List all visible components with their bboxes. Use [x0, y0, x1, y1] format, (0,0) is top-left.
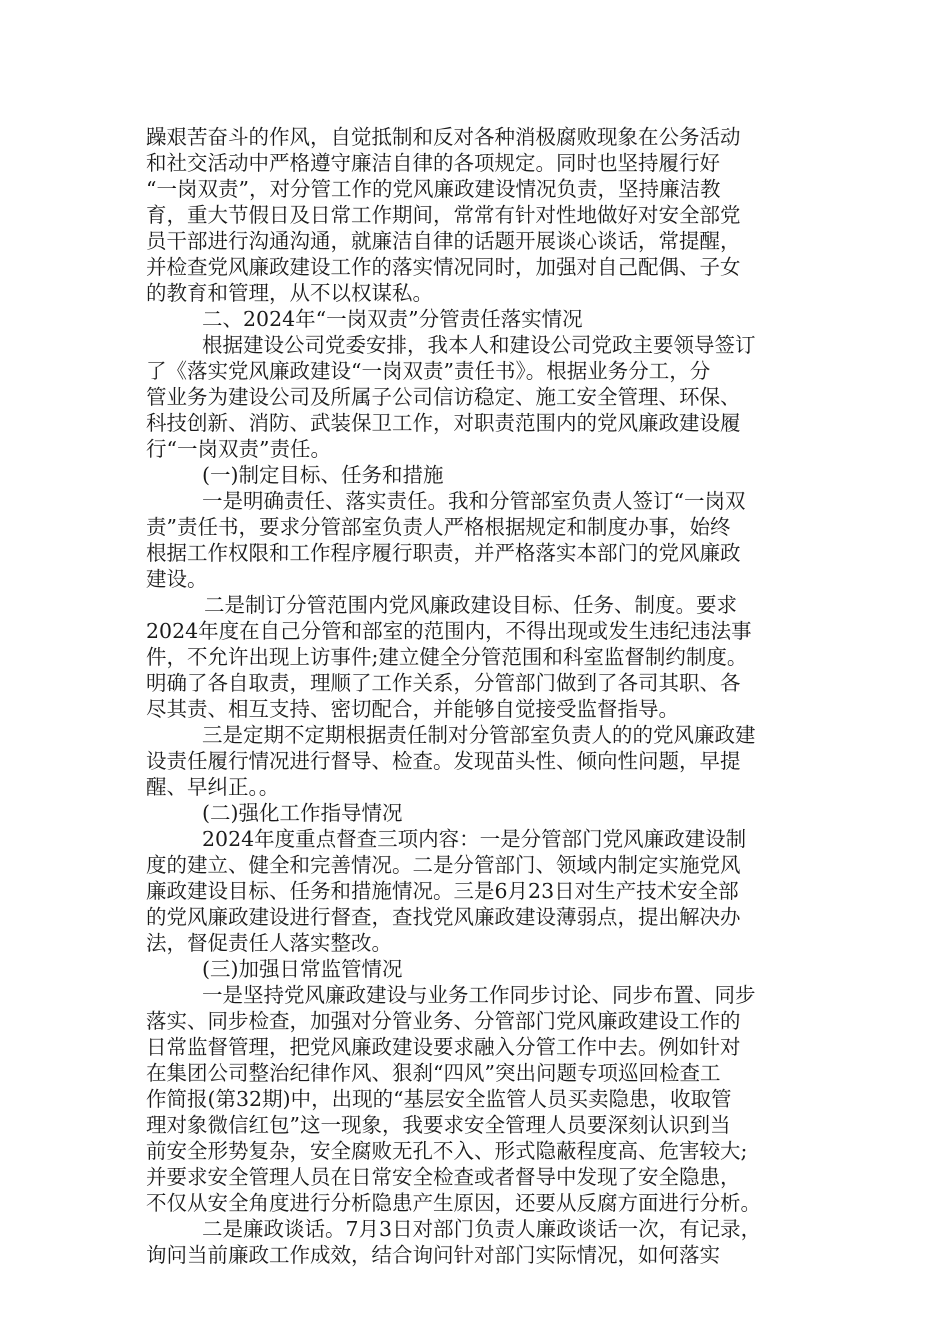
text-line: 二是廉政谈话。7月3日对部门负责人廉政谈话一次，有记录， [202, 1217, 762, 1241]
text-line: 一是明确责任、落实责任。我和分管部室负责人签订“一岗双 [202, 489, 746, 513]
text-line: 法，督促责任人落实整改。 [146, 931, 392, 955]
text-line: 一是坚持党风廉政建设与业务工作同步讨论、同步布置、同步 [202, 983, 756, 1007]
text-line: 不仅从安全角度进行分析隐患产生原因，还要从反腐方面进行分析。 [146, 1191, 761, 1215]
text-line: 根据工作权限和工作程序履行职责，并严格落实本部门的党风廉政 [146, 541, 741, 565]
text-line: 二是制订分管范围内党风廉政建设目标、任务、制度。要求 [204, 593, 737, 617]
text-line: 的教育和管理，从不以权谋私。 [146, 281, 433, 305]
text-line: “一岗双责”，对分管工作的党风廉政建设情况负责，坚持廉洁教 [146, 177, 721, 201]
text-line: 度的建立、健全和完善情况。二是分管部门、领域内制定实施党风 [146, 853, 741, 877]
text-line: 并要求安全管理人员在日常安全检查或者督导中发现了安全隐患， [146, 1165, 741, 1189]
text-line: 2024年度在自己分管和部室的范围内，不得出现或发生违纪违法事 [146, 619, 752, 643]
text-line: 管业务为建设公司及所属子公司信访稳定、施工安全管理、环保、 [146, 385, 741, 409]
text-line: 理对象微信红包”这一现象，我要求安全管理人员要深刻认识到当 [146, 1113, 731, 1137]
text-line: 在集团公司整治纪律作风、狠刹“四风”突出问题专项巡回检查工 [146, 1061, 721, 1085]
text-line: 根据建设公司党委安排，我本人和建设公司党政主要领导签订 [202, 333, 756, 357]
text-line: 建设。 [146, 567, 208, 591]
text-line: 行“一岗双责”责任。 [146, 437, 331, 461]
text-line: 和社交活动中严格遵守廉洁自律的各项规定。同时也坚持履行好 [146, 151, 720, 175]
text-line: 躁艰苦奋斗的作风，自觉抵制和反对各种消极腐败现象在公务活动 [146, 125, 741, 149]
text-line: 廉政建设目标、任务和措施情况。三是6月23日对生产技术安全部 [146, 879, 739, 903]
section-heading: 二、2024年“一岗双责”分管责任落实情况 [202, 307, 583, 331]
text-line: 了《落实党风廉政建设“一岗双责”责任书》。根据业务分工，分 [146, 359, 711, 383]
text-line: 尽其责、相互支持、密切配合，并能够自觉接受监督指导。 [146, 697, 679, 721]
text-line: 科技创新、消防、武装保卫工作，对职责范围内的党风廉政建设履 [146, 411, 741, 435]
text-line: 员干部进行沟通沟通，就廉洁自律的话题开展谈心谈话，常提醒， [146, 229, 741, 253]
text-line: 落实、同步检查，加强对分管业务、分管部门党风廉政建设工作的 [146, 1009, 741, 1033]
text-line: 作简报(第32期)中，出现的“基层安全监管人员买卖隐患，收取管 [146, 1087, 732, 1111]
text-line: 并检查党风廉政建设工作的落实情况同时，加强对自己配偶、子女 [146, 255, 741, 279]
subsection-heading: (二)强化工作指导情况 [202, 801, 403, 825]
text-line: 的党风廉政建设进行督查，查找党风廉政建设薄弱点，提出解决办 [146, 905, 741, 929]
text-line: 责”责任书，要求分管部室负责人严格根据规定和制度办事，始终 [146, 515, 731, 539]
text-line: 明确了各自取责，理顺了工作关系，分管部门做到了各司其职、各 [146, 671, 741, 695]
text-line: 件，不允许出现上访事件;建立健全分管范围和科室监督制约制度。 [146, 645, 748, 669]
subsection-heading: (一)制定目标、任务和措施 [202, 463, 444, 487]
text-line: 前安全形势复杂，安全腐败无孔不入、形式隐蔽程度高、危害较大; [146, 1139, 748, 1163]
text-line: 醒、早纠正。。 [146, 775, 280, 799]
text-line: 育，重大节假日及日常工作期间，常常有针对性地做好对安全部党 [146, 203, 741, 227]
text-line: 询问当前廉政工作成效，结合询问针对部门实际情况，如何落实 [146, 1243, 720, 1267]
text-line: 日常监督管理，把党风廉政建设要求融入分管工作中去。例如针对 [146, 1035, 741, 1059]
text-line: 设责任履行情况进行督导、检查。发现苗头性、倾向性问题，早提 [146, 749, 741, 773]
document-body [146, 124, 826, 1268]
subsection-heading: (三)加强日常监管情况 [202, 957, 403, 981]
text-line: 2024年度重点督查三项内容：一是分管部门党风廉政建设制 [202, 827, 747, 851]
text-line: 三是定期不定期根据责任制对分管部室负责人的的党风廉政建 [202, 723, 756, 747]
